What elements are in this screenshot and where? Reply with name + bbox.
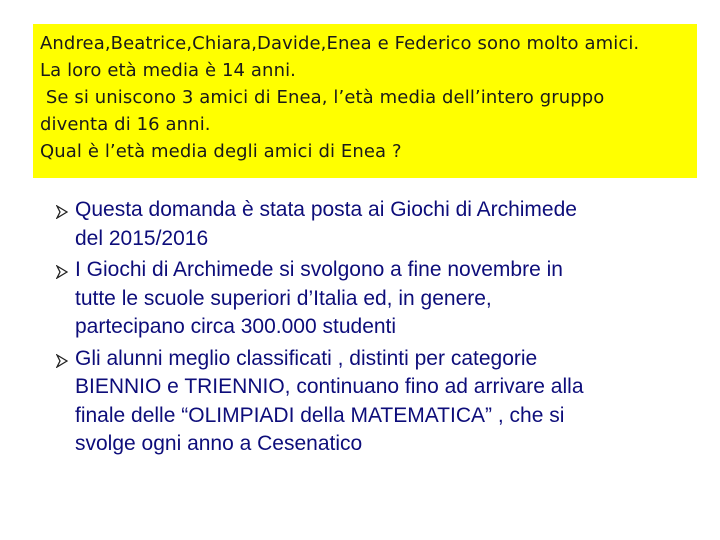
bullet-item [60,345,680,459]
bullet-item [60,256,680,342]
arrowhead-bullet-icon [56,265,70,279]
problem-line: diventa di 16 anni. [40,114,211,135]
bullet-item [60,196,680,253]
problem-line: Qual è l’età media degli amici di Enea ? [40,141,402,162]
info-bullet-list [60,196,680,462]
bullet-text-line: del 2015/2016 [75,226,209,250]
bullet-text-line: I Giochi di Archimede si svolgono a fine novembre in [75,258,563,281]
problem-line: Se si uniscono 3 amici di Enea, l’età media dell’intero gruppo [40,87,605,108]
problem-statement-box [33,24,697,178]
arrowhead-bullet-icon [56,205,70,219]
arrowhead-bullet-icon [56,354,70,368]
bullet-text-line: tutte le scuole superiori d’Italia ed, in genere, [75,286,492,310]
bullet-text-line: Gli alunni meglio classificati , distinti per categorie [75,346,538,370]
bullet-text-line: svolge ogni anno a Cesenatico [75,432,363,455]
problem-line: Andrea,Beatrice,Chiara,Davide,Enea e Federico sono molto amici. [40,33,640,54]
bullet-text-line: finale delle “OLIMPIADI della MATEMATICA” , che si [75,403,565,427]
bullet-text-line: Questa domanda è stata posta ai Giochi di Archimede [75,198,577,221]
problem-line: La loro età media è 14 anni. [40,60,296,81]
bullet-text-line: BIENNIO e TRIENNIO, continuano fino ad arrivare alla [75,375,584,398]
bullet-text-line: partecipano circa 300.000 studenti [75,315,397,338]
